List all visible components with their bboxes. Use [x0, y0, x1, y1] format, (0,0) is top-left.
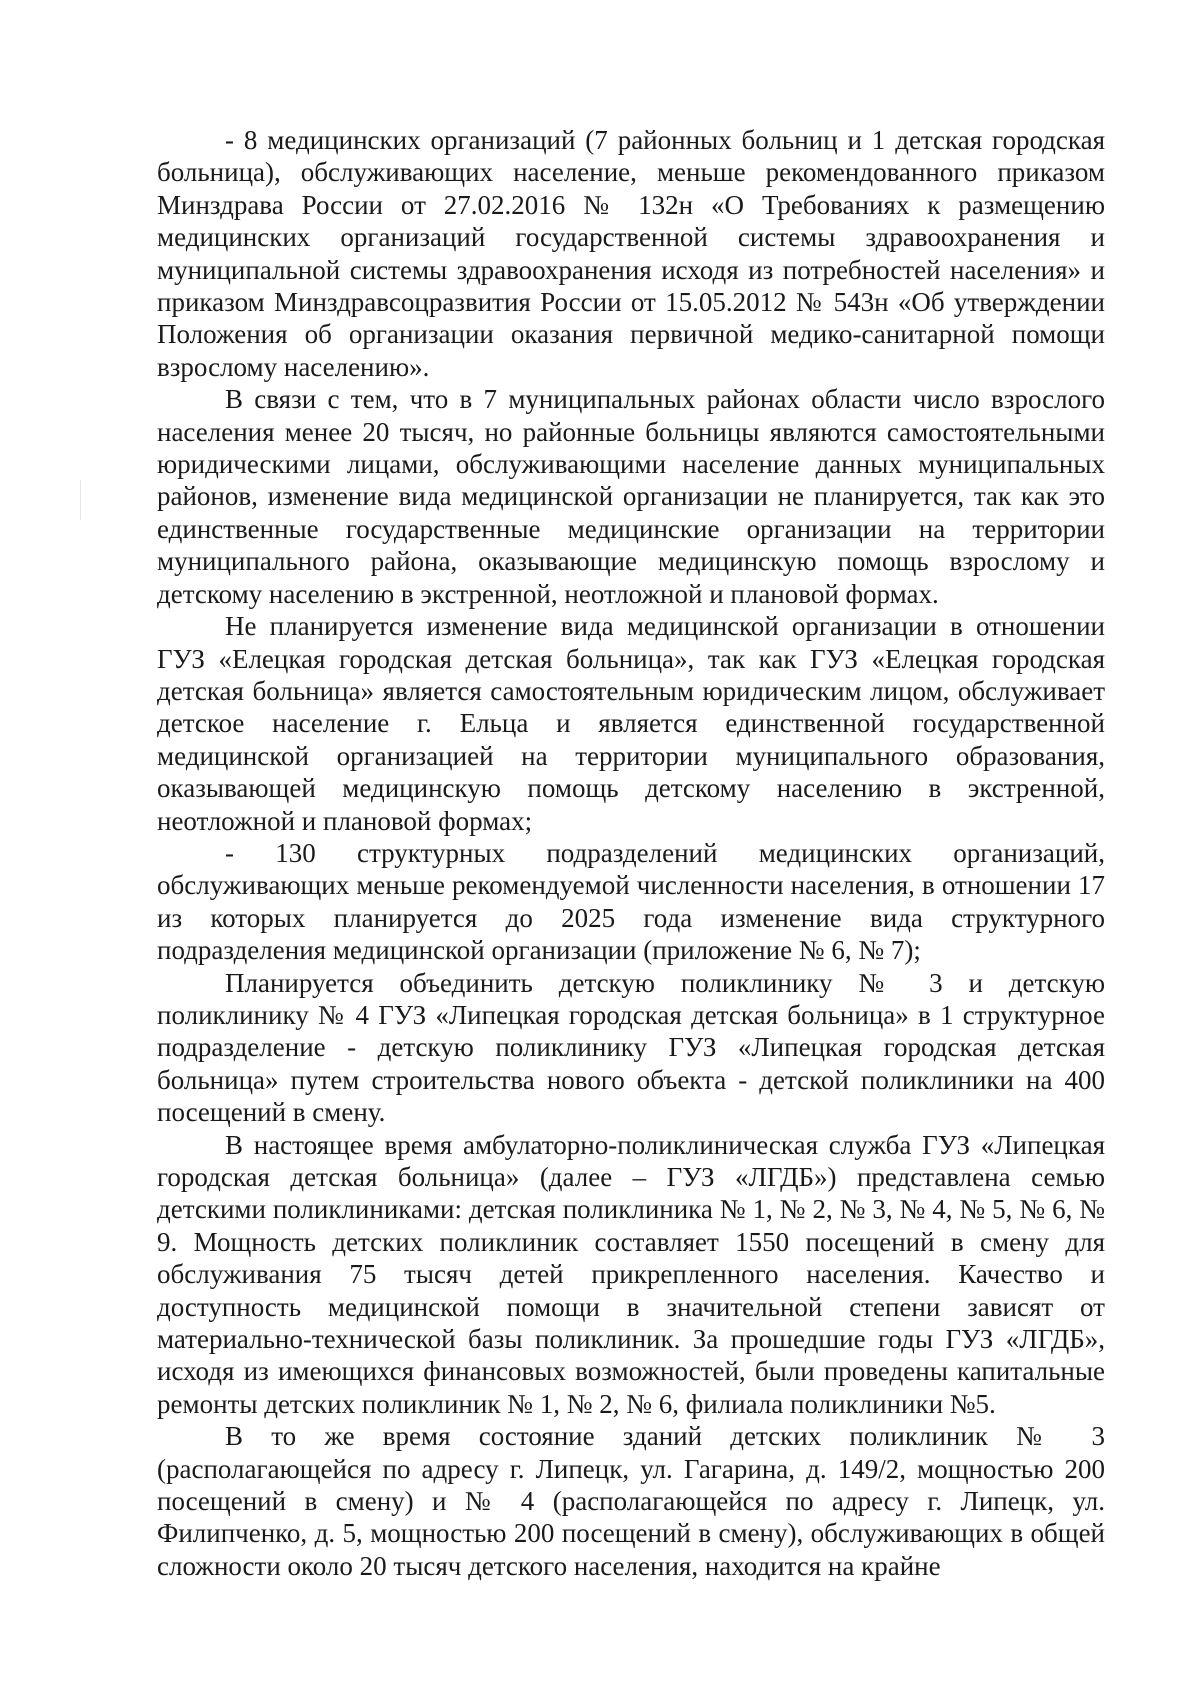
paragraph-municipal-districts: В связи с тем, что в 7 муниципальных районах области число взрослого населения менее 20 тысяч, но районные больницы являются самостоятельными юридическими лицами, обслуживающими население данных муниципальных районов, изменение вида медицинской организации не планируется, так как это единственные государственные медицинские организации на территории муниципального района, оказывающие медицинскую помощь взрослому и детскому населению в экстренной, неотложной и плановой формах.	[157, 384, 1105, 609]
paragraph-outpatient-service: В настоящее время амбулаторно-поликлиническая служба ГУЗ «Липецкая городская детская больница» (далее – ГУЗ «ЛГДБ») представлена семью детскими поликлиниками: детская поликлиника № 1, № 2, № 3, № 4, № 5, № 6, № 9. Мощность детских поликлиник составляет 1550 посещений в смену для обслуживания 75 тысяч детей прикрепленного населения. Качество и доступность медицинской помощи в значительной степени зависят от материально-технической базы поликлиник. За прошедшие годы ГУЗ «ЛГДБ», исходя из имеющихся финансовых возможностей, были проведены капитальные ремонты детских поликлиник № 1, № 2, № 6, филиала поликлиники №5.	[157, 1129, 1105, 1419]
paragraph-building-condition: В то же время состояние зданий детских поликлиник № 3 (располагающейся по адресу г. Липецк, ул. Гагарина, д. 149/2, мощностью 200 посещений в смену) и № 4 (располагающейся по адресу г. Липецк, ул. Филипченко, д. 5, мощностью 200 посещений в смену), обслуживающих в общей сложности около 20 тысяч детского населения, находится на крайне	[157, 1421, 1105, 1581]
paragraph-merge-plan: Планируется объединить детскую поликлинику № 3 и детскую поликлинику № 4 ГУЗ «Липецкая городская детская больница» в 1 структурное подразделение - детскую поликлинику ГУЗ «Липецкая городская детская больница» путем строительства нового объекта - детской поликлиники на 400 посещений в смену.	[157, 967, 1105, 1128]
document-body	[157, 124, 1105, 1582]
paragraph-medical-orgs-list: - 8 медицинских организаций (7 районных больниц и 1 детская городская больница), обслуживающих население, меньше рекомендованного приказом Минздрава России от 27.02.2016 № 132н «О Требованиях к размещению медицинских организаций государственной системы здравоохранения и муниципальной системы здравоохранения исходя из потребностей населения» и приказом Минздравсоцразвития России от 15.05.2012 № 543н «Об утверждении Положения об организации оказания первичной медико-санитарной помощи взрослому населению».	[157, 125, 1105, 382]
scan-artifact	[80, 480, 81, 520]
paragraph-yelets-hospital: Не планируется изменение вида медицинской организации в отношении ГУЗ «Елецкая городская детская больница», так как ГУЗ «Елецкая городская детская больница» является самостоятельным юридическим лицом, обслуживает детское население г. Ельца и является единственной государственной медицинской организацией на территории муниципального образования, оказывающей медицинскую помощь детскому населению в экстренной, неотложной и плановой формах;	[157, 611, 1105, 836]
paragraph-structural-units: - 130 структурных подразделений медицинских организаций, обслуживающих меньше рекомендуемой численности населения, в отношении 17 из которых планируется до 2025 года изменение вида структурного подразделения медицинской организации (приложение № 6, № 7);	[157, 837, 1105, 966]
